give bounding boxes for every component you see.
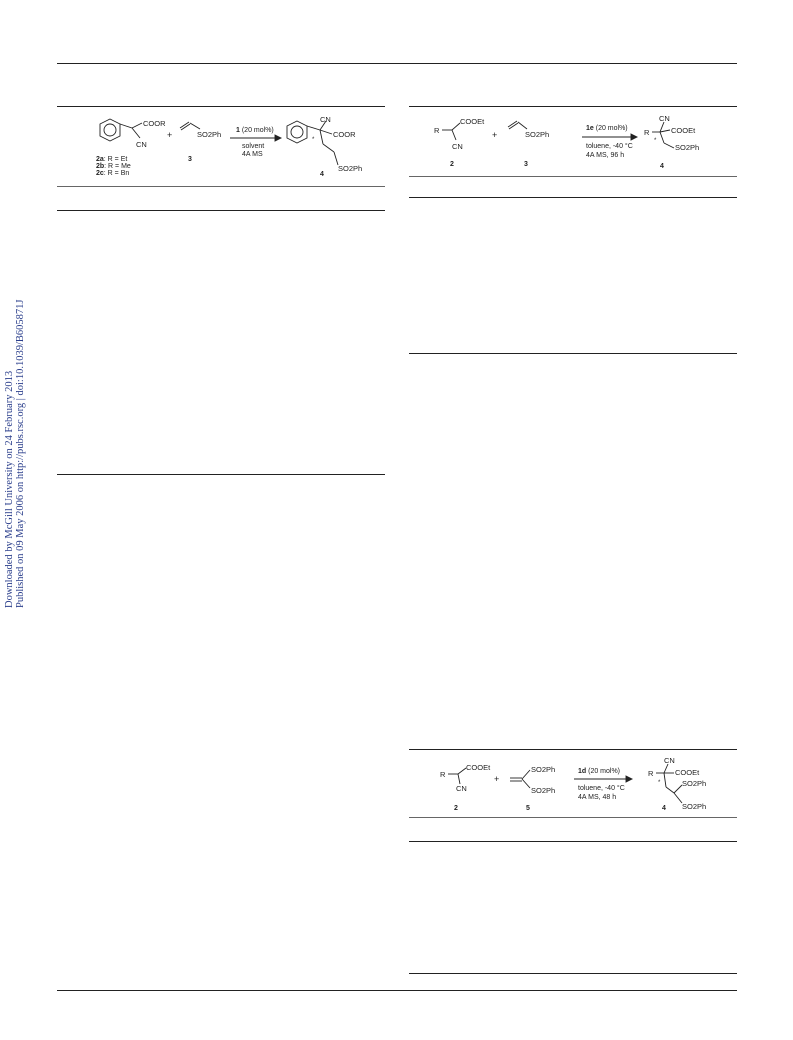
table3-product-number: 4 — [662, 805, 666, 812]
table3-catalyst-number: 1d — [578, 768, 587, 775]
table2-scheme-svg — [430, 110, 730, 174]
table1-catalyst-number: 1 — [236, 127, 240, 134]
table1-reaction-scheme — [90, 110, 380, 184]
table3-reagent-number: 5 — [526, 805, 530, 812]
table1-reagent-so2ph-label: SO2Ph — [197, 130, 222, 139]
download-sidebar — [4, 288, 26, 608]
svg-text:2b: R = Me — [96, 163, 131, 170]
table2-reagent-so2ph-label: SO2Ph — [525, 130, 550, 139]
table2-top-rule — [409, 106, 737, 107]
table1-bottom-rule — [57, 474, 385, 475]
sidebar-download-line[interactable]: Downloaded by McGill University on 24 February 2013 — [4, 370, 15, 608]
table3-product-so2ph-top: SO2Ph — [682, 779, 707, 788]
table1-solvent-label: solvent — [242, 143, 265, 150]
table3-catalyst-loading: (20 mol%) — [586, 768, 621, 775]
table2-product-so2ph-label: SO2Ph — [675, 143, 700, 152]
compound-2c-number: 2c — [96, 170, 104, 177]
page-header-rule — [57, 63, 737, 64]
svg-text:1 (20 mol%) — [236, 127, 274, 134]
table1-scheme-rule — [57, 186, 385, 187]
table2-cn-label: CN — [452, 142, 463, 151]
table1-catalyst-loading: (20 mol%) — [239, 127, 274, 134]
table3-r-label: R — [440, 770, 446, 779]
table3-product-cooet-label: COOEt — [675, 768, 700, 777]
table1-cn-label: CN — [136, 140, 147, 149]
table2-product-number: 4 — [660, 163, 664, 170]
table2-ms-time-label: 4A MS, 96 h — [586, 152, 625, 159]
table3-reaction-scheme — [430, 753, 730, 815]
table2-reagent-number: 3 — [524, 161, 528, 168]
table1-ms-label: 4A MS — [242, 151, 263, 158]
table3-substrate-number: 2 — [454, 805, 458, 812]
table1-product-cn-label: CN — [320, 115, 331, 124]
svg-text:1e (20 mol%) — [586, 125, 628, 132]
table2-substrate-number: 2 — [450, 161, 454, 168]
table1-coor-label: COOR — [143, 119, 166, 128]
svg-text:2c: R = Bn — [96, 170, 129, 177]
table1-stereocenter-mark: * — [312, 137, 315, 143]
table3-stereocenter-mark: * — [658, 780, 661, 786]
table3-cooet-label: COOEt — [466, 763, 491, 772]
svg-text:2a: R = Et — [96, 156, 127, 163]
product-benzene-ring-icon — [287, 121, 307, 143]
table2-scheme-rule — [409, 176, 737, 177]
compound-2b-number: 2b — [96, 163, 105, 170]
svg-text:1d (20 mol%) — [578, 768, 620, 775]
table2-product-cn-label: CN — [659, 114, 670, 123]
table1-plus-sign: + — [167, 130, 173, 140]
table3-top-rule — [409, 749, 737, 750]
table2-stereocenter-mark: * — [654, 138, 657, 144]
compound-2a-r-group: : R = Et — [103, 156, 128, 163]
sidebar-published-line[interactable]: Published on 09 May 2006 on http://pubs.rsc.org | doi:10.1039/B605871J — [15, 299, 26, 608]
table1-product-so2ph-label: SO2Ph — [338, 164, 363, 173]
table3-scheme-svg — [430, 753, 730, 815]
table3-product-so2ph-bottom: SO2Ph — [682, 802, 707, 811]
table3-plus-sign: + — [494, 774, 500, 784]
table1-header-rule — [57, 210, 385, 211]
table3-scheme-rule — [409, 817, 737, 818]
table3-ms-time-label: 4A MS, 48 h — [578, 794, 617, 801]
table2-r-label: R — [434, 126, 440, 135]
benzene-ring-icon — [100, 119, 120, 141]
table3-reagent-so2ph-top: SO2Ph — [531, 765, 556, 774]
table3-product-cn-label: CN — [664, 756, 675, 765]
compound-2b-r-group: : R = Me — [104, 163, 131, 170]
table2-catalyst-number: 1e — [586, 125, 594, 132]
table1-product-coor-label: COOR — [333, 130, 356, 139]
table3-header-rule — [409, 841, 737, 842]
table2-bottom-rule — [409, 353, 737, 354]
table3-reagent-so2ph-bottom: SO2Ph — [531, 786, 556, 795]
table2-header-rule — [409, 197, 737, 198]
page-footer-rule — [57, 990, 737, 991]
table2-cooet-label: COOEt — [460, 117, 485, 126]
table1-scheme-svg — [90, 110, 380, 184]
table1-product-number: 4 — [320, 171, 324, 178]
table2-conditions-label: toluene, -40 °C — [586, 143, 633, 150]
table1-reagent-number: 3 — [188, 156, 192, 163]
compound-2a-number: 2a — [96, 156, 104, 163]
table3-conditions-label: toluene, -40 °C — [578, 785, 625, 792]
table3-cn-label: CN — [456, 784, 467, 793]
table2-plus-sign: + — [492, 130, 498, 140]
table2-product-cooet-label: COOEt — [671, 126, 696, 135]
compound-2c-r-group: : R = Bn — [103, 170, 130, 177]
table2-product-r-label: R — [644, 128, 650, 137]
table3-product-r-label: R — [648, 769, 654, 778]
table2-catalyst-loading: (20 mol%) — [593, 125, 628, 132]
table2-reaction-scheme — [430, 110, 730, 174]
table1-top-rule — [57, 106, 385, 107]
table3-bottom-rule — [409, 973, 737, 974]
